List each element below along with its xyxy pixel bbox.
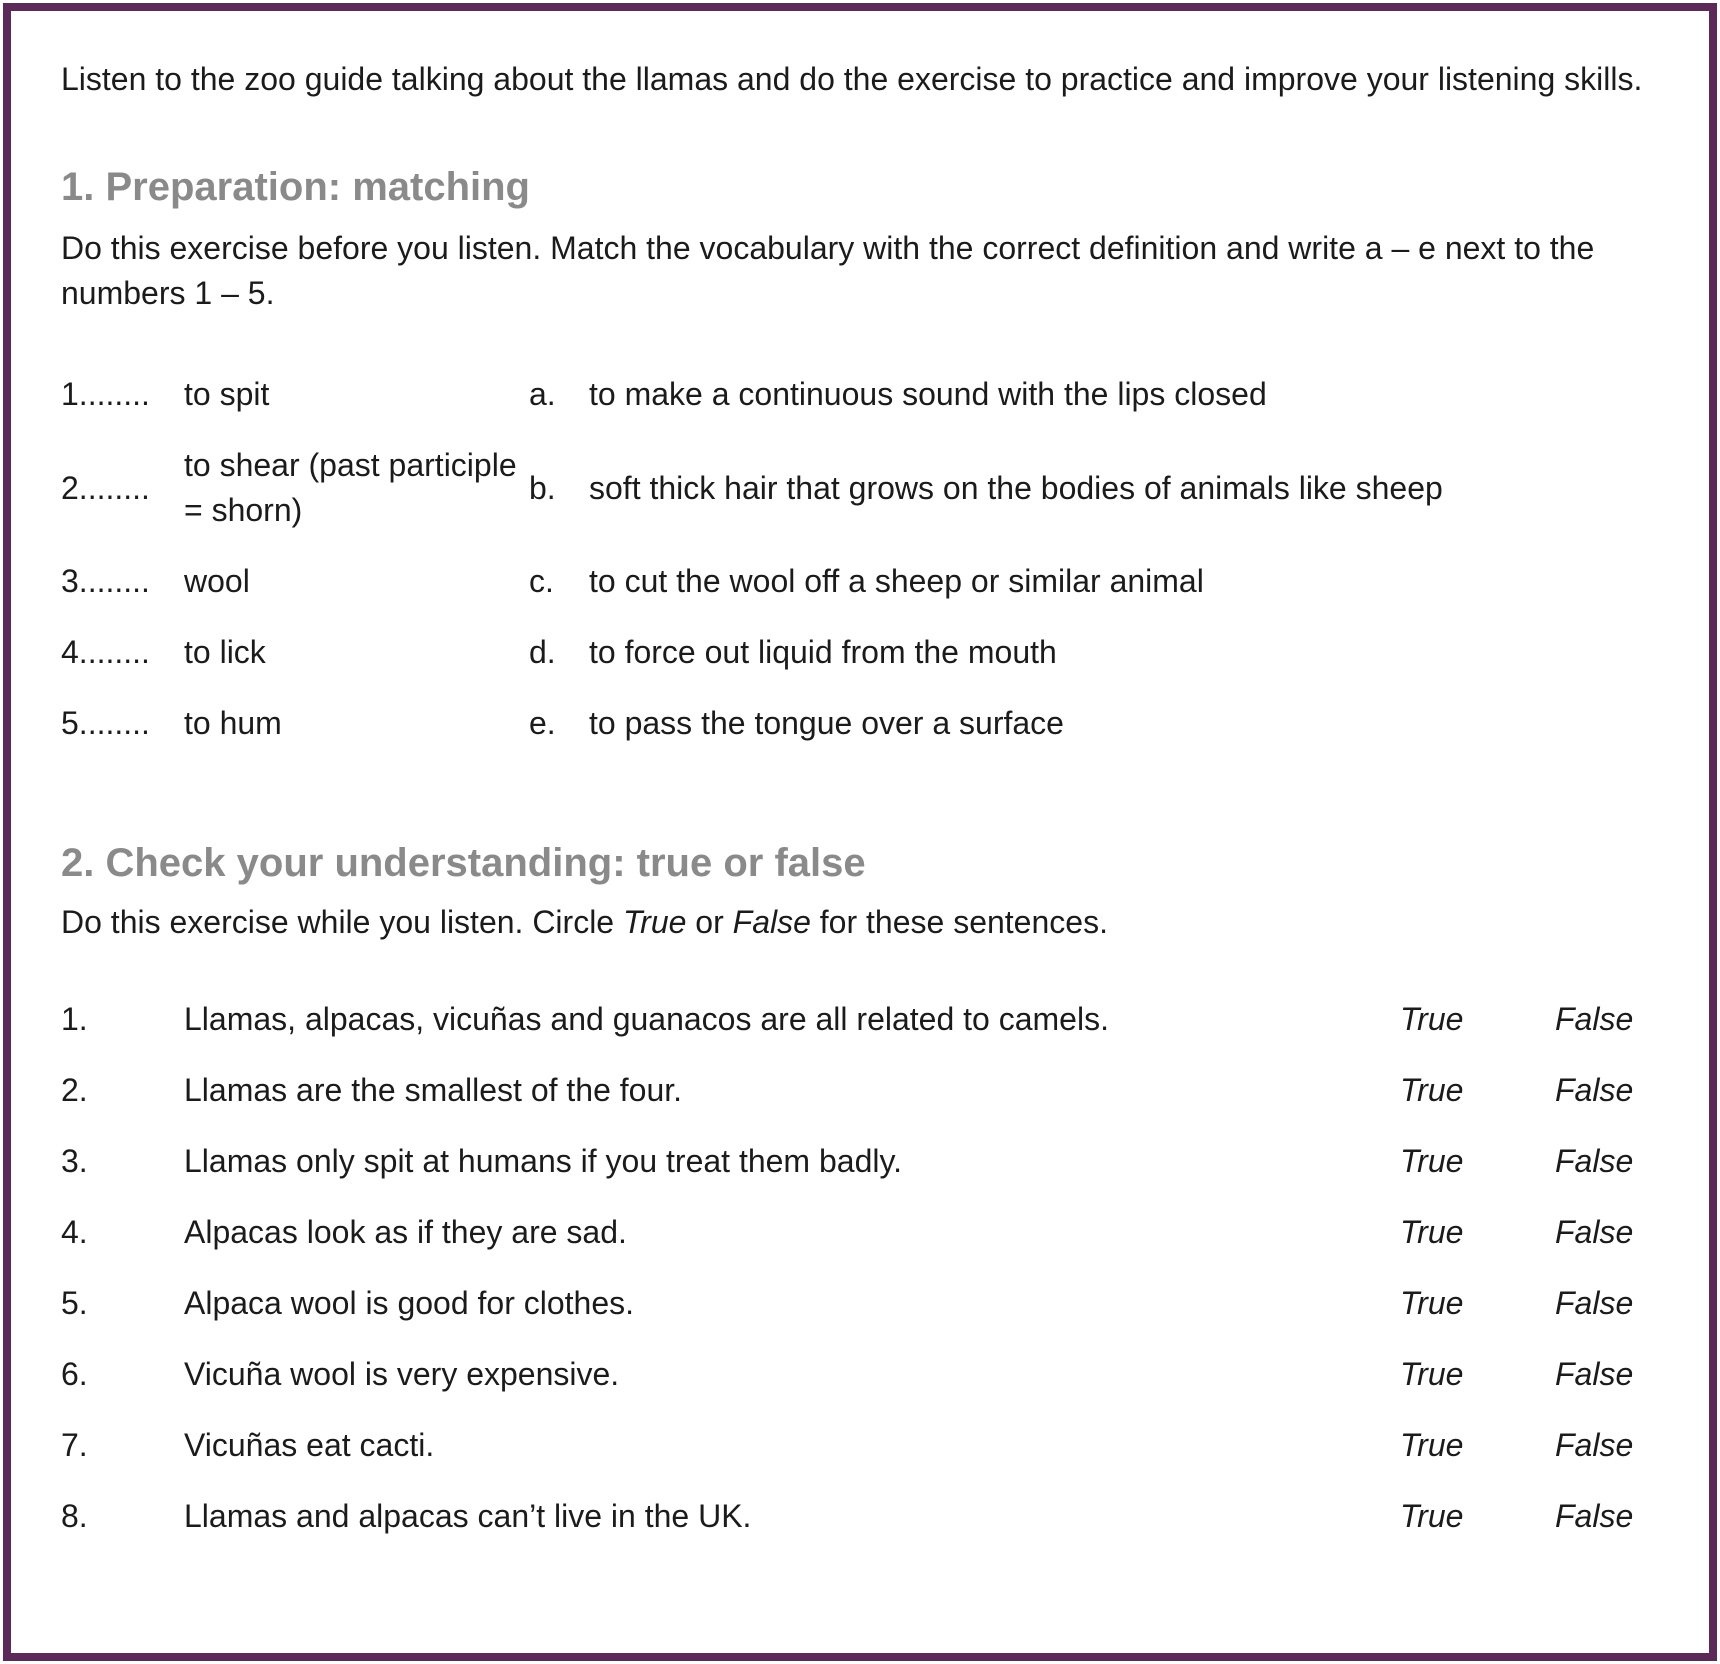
statement-number: 7. [61,1427,88,1463]
true-label: True [1400,1143,1464,1179]
true-label: True [1400,1285,1464,1321]
statement-number: 6. [61,1356,88,1392]
section2-instructions [61,900,1689,945]
section1-instructions: Do this exercise before you listen. Match the vocabulary with the correct definition and write a – e next to the numbers 1 – 5. [61,230,1595,311]
statement-number: 8. [61,1498,88,1534]
statement-row [61,1423,1689,1468]
true-label: True [1400,1427,1464,1463]
matching-table [61,372,1689,772]
true-label: True [1400,1356,1464,1392]
match-row [61,701,1689,772]
instructions-true-word: True [622,904,687,940]
match-term: to shear (past participle = shorn) [184,447,517,528]
instructions-or: or [686,904,733,940]
match-term: to lick [184,634,266,670]
true-label: True [1400,1072,1464,1108]
match-letter: e. [529,705,556,741]
statement-number: 2. [61,1072,88,1108]
statement-row [61,1281,1689,1326]
match-term: wool [184,563,250,599]
false-label: False [1555,1498,1634,1534]
match-term: to spit [184,376,270,412]
statement-text: Alpacas look as if they are sad. [184,1214,627,1250]
statement-row [61,1352,1689,1397]
false-label: False [1555,1356,1634,1392]
match-row [61,630,1689,701]
true-label: True [1400,1001,1464,1037]
instructions-prefix: Do this exercise while you listen. Circle [61,904,623,940]
statement-row [61,997,1689,1042]
statement-text: Llamas only spit at humans if you treat them badly. [184,1143,902,1179]
worksheet-page [3,3,1717,1661]
statement-row [61,1139,1689,1184]
match-letter: d. [529,634,556,670]
instructions-suffix: for these sentences. [810,904,1108,940]
false-label: False [1555,1214,1634,1250]
statement-text: Vicuñas eat cacti. [184,1427,435,1463]
statement-number: 3. [61,1143,88,1179]
match-number-blank: 3........ [61,563,150,599]
statement-text: Alpaca wool is good for clothes. [184,1285,635,1321]
match-number-blank: 1........ [61,376,150,412]
statement-row [61,1068,1689,1113]
false-label: False [1555,1143,1634,1179]
match-definition: to cut the wool off a sheep or similar animal [589,563,1204,599]
intro-text: Listen to the zoo guide talking about the llamas and do the exercise to practice and improve your listening skills. [61,61,1643,97]
statement-number: 1. [61,1001,88,1037]
statement-row [61,1494,1689,1539]
false-label: False [1555,1285,1634,1321]
match-number-blank: 5........ [61,705,150,741]
false-label: False [1555,1001,1634,1037]
statements-list [61,997,1689,1539]
statement-row [61,1210,1689,1255]
statement-number: 4. [61,1214,88,1250]
statement-text: Llamas, alpacas, vicuñas and guanacos are all related to camels. [184,1001,1109,1037]
match-definition: to pass the tongue over a surface [589,705,1064,741]
instructions-false-word: False [732,904,811,940]
match-definition: to force out liquid from the mouth [589,634,1057,670]
worksheet-content [11,11,1709,1539]
statement-text: Vicuña wool is very expensive. [184,1356,620,1392]
match-row [61,443,1689,559]
match-term: to hum [184,705,282,741]
statement-text: Llamas are the smallest of the four. [184,1072,683,1108]
false-label: False [1555,1072,1634,1108]
section2-heading: 2. Check your understanding: true or false [61,841,866,885]
statement-number: 5. [61,1285,88,1321]
false-label: False [1555,1427,1634,1463]
true-label: True [1400,1214,1464,1250]
match-number-blank: 2........ [61,469,150,506]
match-letter: c. [529,563,554,599]
match-definition: to make a continuous sound with the lips closed [589,376,1267,412]
section1-heading: 1. Preparation: matching [61,165,530,209]
match-letter: b. [529,469,556,506]
match-number-blank: 4........ [61,634,150,670]
match-row [61,559,1689,630]
match-row [61,372,1689,443]
statement-text: Llamas and alpacas can’t live in the UK. [184,1498,752,1534]
match-definition: soft thick hair that grows on the bodies of animals like sheep [589,469,1443,506]
true-label: True [1400,1498,1464,1534]
match-letter: a. [529,376,556,412]
